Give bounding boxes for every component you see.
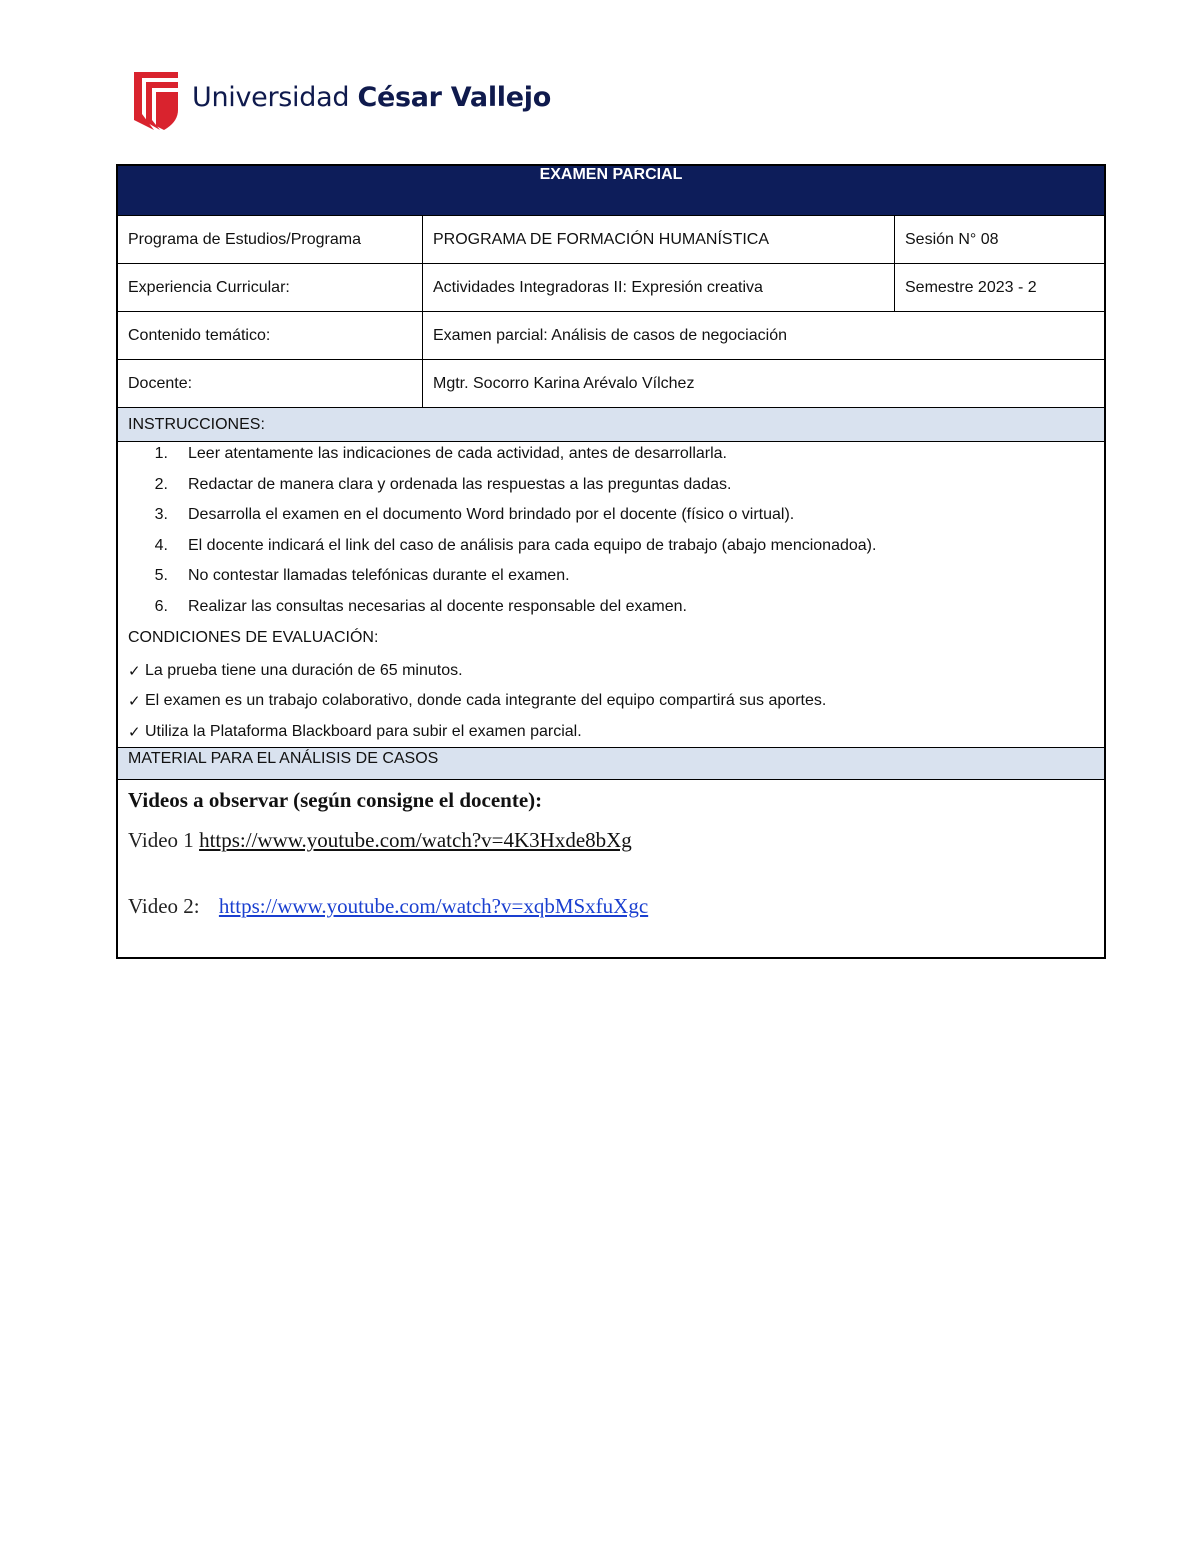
info-row-programa: [118, 216, 1104, 264]
instruction-number: 4.: [154, 536, 168, 554]
instruction-item: [128, 442, 1094, 473]
instruction-text: El docente indicará el link del caso de análisis para cada equipo de trabajo (abajo mencionadoa).: [188, 536, 877, 554]
experiencia-label: Experiencia Curricular:: [118, 264, 423, 311]
programa-label: Programa de Estudios/Programa: [118, 216, 423, 263]
instruction-number: 2.: [154, 475, 168, 493]
instruction-number: 5.: [154, 567, 168, 584]
instruction-text: Leer atentamente las indicaciones de cada actividad, antes de desarrollarla.: [188, 445, 727, 462]
instruction-item: [128, 534, 1094, 565]
video-1-line: [128, 826, 1094, 854]
condition-text: El examen es un trabajo colaborativo, donde cada integrante del equipo compartirá sus aportes.: [145, 692, 827, 709]
contenido-label: Contenido temático:: [118, 312, 423, 359]
instruction-number: 3.: [154, 506, 168, 523]
instruction-number: 1.: [154, 445, 168, 462]
university-logo: [134, 70, 551, 132]
instructions-body: [118, 442, 1104, 748]
condition-text: La prueba tiene una duración de 65 minutos.: [145, 661, 463, 679]
checkmark-icon: ✓: [128, 692, 141, 710]
university-name-regular: Universidad: [192, 81, 350, 113]
videos-title: Videos a observar (según consigne el docente):: [128, 788, 543, 812]
instruction-item: [128, 595, 1094, 626]
university-name-bold: César Vallejo: [357, 81, 551, 113]
video-1-label: Video 1: [128, 828, 194, 852]
instruction-text: Realizar las consultas necesarias al docente responsable del examen.: [188, 597, 687, 615]
university-shield-icon: [134, 70, 178, 132]
docente-value: Mgtr. Socorro Karina Arévalo Vílchez: [433, 374, 695, 392]
info-row-docente: [118, 360, 1104, 408]
exam-table: [116, 164, 1106, 959]
sesion-value: Sesión N° 08: [905, 230, 999, 248]
condition-text: Utiliza la Plataforma Blackboard para subir el examen parcial.: [145, 722, 582, 740]
exam-title: EXAMEN PARCIAL: [539, 166, 683, 183]
material-body: [118, 780, 1104, 957]
university-name: [192, 82, 551, 113]
conditions-title: CONDICIONES DE EVALUACIÓN:: [128, 629, 379, 646]
instruction-text: Desarrolla el examen en el documento Word brindado por el docente (físico o virtual).: [188, 506, 795, 523]
info-row-contenido: [118, 312, 1104, 360]
video-2-line: [128, 892, 1094, 920]
contenido-value: Examen parcial: Análisis de casos de negociación: [433, 326, 787, 344]
programa-value: PROGRAMA DE FORMACIÓN HUMANÍSTICA: [423, 216, 895, 263]
condition-item: [128, 686, 1094, 717]
condition-item: [128, 717, 1094, 748]
instruction-text: Redactar de manera clara y ordenada las respuestas a las preguntas dadas.: [188, 475, 732, 493]
checkmark-icon: ✓: [128, 722, 141, 741]
video-1-link[interactable]: https://www.youtube.com/watch?v=4K3Hxde8bXg: [199, 828, 632, 852]
instruction-item: [128, 503, 1094, 534]
instruction-text: No contestar llamadas telefónicas durante el examen.: [188, 567, 570, 584]
material-heading: MATERIAL PARA EL ANÁLISIS DE CASOS: [118, 748, 1104, 780]
semestre-value: Semestre 2023 - 2: [905, 278, 1037, 296]
instruction-number: 6.: [154, 597, 168, 615]
video-2-link[interactable]: https://www.youtube.com/watch?v=xqbMSxfuXgc: [218, 894, 649, 918]
instruction-item: [128, 564, 1094, 595]
video-2-label: Video 2:: [128, 894, 200, 918]
condition-item: [128, 656, 1094, 687]
instruction-item: [128, 473, 1094, 504]
exam-title-row: [118, 166, 1104, 216]
docente-label: Docente:: [118, 360, 423, 407]
instructions-heading: INSTRUCCIONES:: [118, 408, 1104, 442]
experiencia-value: Actividades Integradoras II: Expresión creativa: [423, 264, 895, 311]
info-row-experiencia: [118, 264, 1104, 312]
checkmark-icon: ✓: [128, 661, 141, 680]
instructions-list: [128, 442, 1094, 625]
